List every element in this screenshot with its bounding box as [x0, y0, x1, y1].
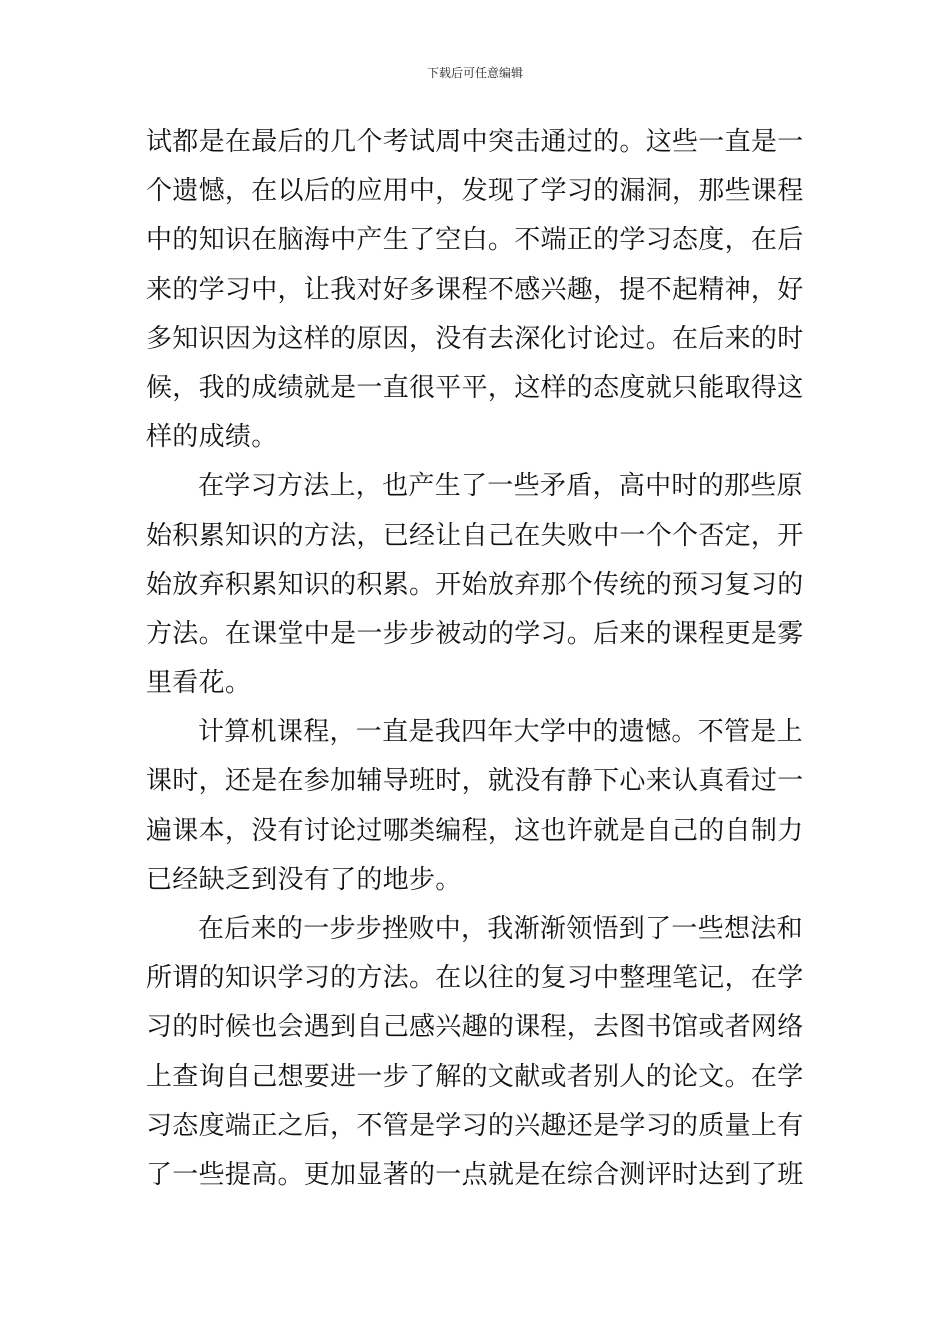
text-line: 习的时候也会遇到自己感兴趣的课程，去图书馆或者网络 — [146, 1012, 804, 1043]
text-line: 始放弃积累知识的积累。开始放弃那个传统的预习复习的 — [146, 569, 804, 600]
paragraph-start-line: 在学习方法上，也产生了一些矛盾，高中时的那些原 — [198, 471, 803, 502]
text-line: 已经缺乏到没有了的地步。 — [146, 864, 462, 895]
text-line: 习态度端正之后，不管是学习的兴趣还是学习的质量上有 — [146, 1110, 804, 1141]
text-line: 遍课本，没有讨论过哪类编程，这也许就是自己的自制力 — [146, 815, 804, 846]
text-line: 里看花。 — [146, 668, 252, 699]
text-line: 试都是在最后的几个考试周中突击通过的。这些一直是一 — [146, 127, 804, 157]
text-line: 所谓的知识学习的方法。在以往的复习中整理笔记，在学 — [146, 963, 804, 994]
text-line: 样的成绩。 — [146, 422, 278, 453]
text-line: 了一些提高。更加显著的一点就是在综合测评时达到了班 — [146, 1159, 804, 1190]
text-line: 多知识因为这样的原因，没有去深化讨论过。在后来的时 — [146, 323, 804, 354]
page-header: 下载后可任意编辑 — [426, 66, 523, 80]
text-line: 方法。在课堂中是一步步被动的学习。后来的课程更是雾 — [146, 618, 804, 649]
text-line: 课时，还是在参加辅导班时，就没有静下心来认真看过一 — [146, 766, 804, 797]
paragraph-start-line: 在后来的一步步挫败中，我渐渐领悟到了一些想法和 — [198, 914, 803, 944]
text-line: 上查询自己想要进一步了解的文献或者别人的论文。在学 — [146, 1061, 804, 1092]
text-line: 来的学习中，让我对好多课程不感兴趣，提不起精神，好 — [146, 274, 804, 305]
paragraph-start-line: 计算机课程，一直是我四年大学中的遗憾。不管是上 — [198, 717, 803, 748]
text-line: 候，我的成绩就是一直很平平，这样的态度就只能取得这 — [146, 372, 804, 403]
document-body — [146, 118, 808, 1200]
text-line: 始积累知识的方法，已经让自己在失败中一个个否定，开 — [146, 520, 804, 551]
text-line: 中的知识在脑海中产生了空白。不端正的学习态度，在后 — [146, 225, 804, 256]
text-line: 个遗憾，在以后的应用中，发现了学习的漏洞，那些课程 — [146, 176, 804, 207]
